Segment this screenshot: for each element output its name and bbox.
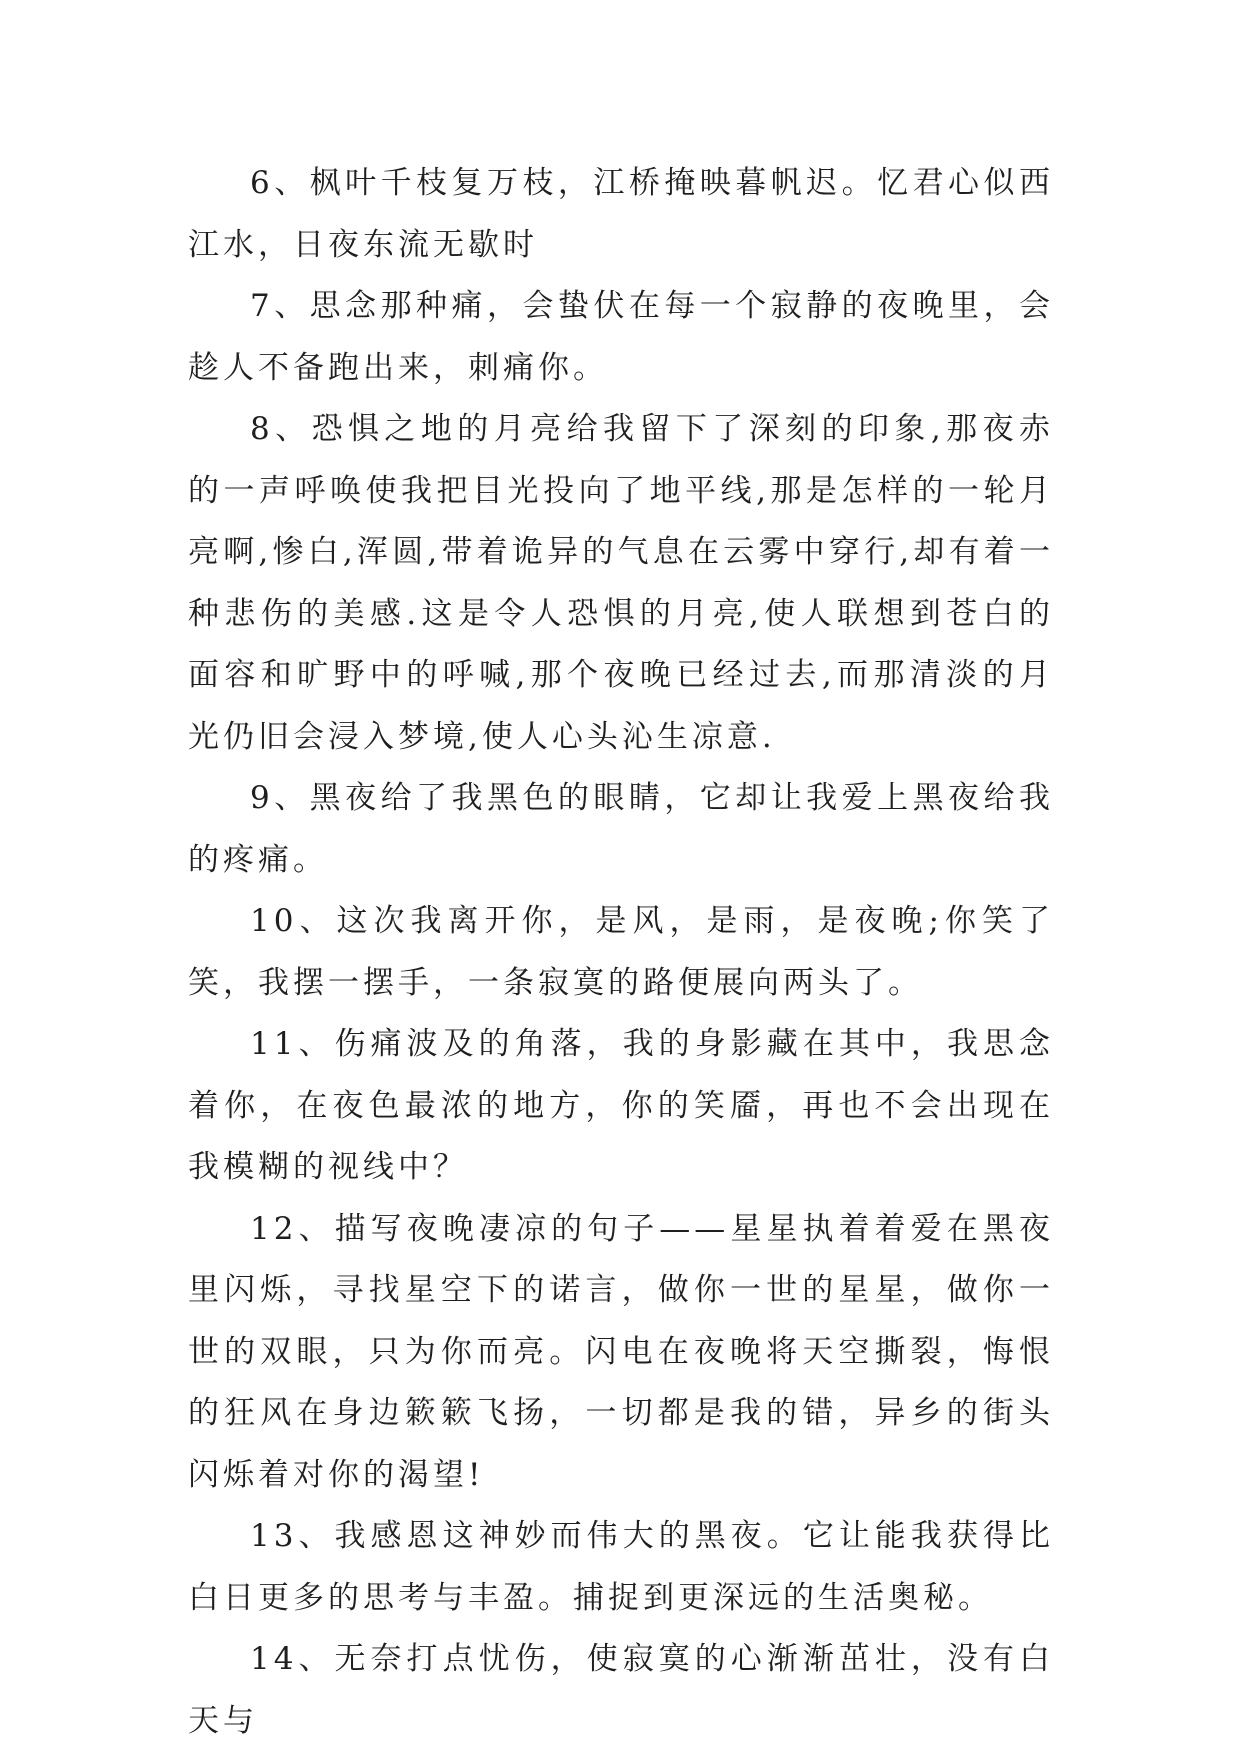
paragraph-13: 13、我感恩这神妙而伟大的黑夜。它让能我获得比白日更多的思考与丰盈。捕捉到更深远的生活奥秘。 — [188, 1518, 1054, 1616]
paragraph-14: 14、无奈打点忧伤，使寂寞的心渐渐茁壮，没有白天与 — [188, 1641, 1054, 1739]
paragraph-8: 8、恐惧之地的月亮给我留下了深刻的印象,那夜赤的一声呼唤使我把目光投向了地平线,那是怎样的一轮月亮啊,惨白,浑圆,带着诡异的气息在云雾中穿行,却有着一种悲伤的美感.这是令人恐惧的月亮,使人联想到苍白的面容和旷野中的呼喊,那个夜晚已经过去,而那清淡的月光仍旧会浸入梦境,使人心头沁生凉意. — [188, 411, 1054, 755]
paragraph-6: 6、枫叶千枝复万枝，江桥掩映暮帆迟。忆君心似西江水，日夜东流无歇时 — [188, 165, 1054, 263]
paragraph-7: 7、思念那种痛，会蛰伏在每一个寂静的夜晚里，会趁人不备跑出来，刺痛你。 — [188, 288, 1054, 386]
document-body — [188, 153, 1054, 1752]
paragraph-10: 10、这次我离开你，是风，是雨，是夜晚;你笑了笑，我摆一摆手，一条寂寞的路便展向两头了。 — [188, 903, 1054, 1001]
paragraph-12: 12、描写夜晚凄凉的句子——星星执着着爱在黑夜里闪烁，寻找星空下的诺言，做你一世的星星，做你一世的双眼，只为你而亮。闪电在夜晚将天空撕裂，悔恨的狂风在身边簌簌飞扬，一切都是我的错，异乡的街头闪烁着对你的渴望! — [188, 1210, 1054, 1493]
paragraph-9: 9、黑夜给了我黑色的眼睛，它却让我爱上黑夜给我的疼痛。 — [188, 780, 1054, 878]
paragraph-11: 11、伤痛波及的角落，我的身影藏在其中，我思念着你，在夜色最浓的地方，你的笑靥，再也不会出现在我模糊的视线中？ — [188, 1026, 1054, 1185]
